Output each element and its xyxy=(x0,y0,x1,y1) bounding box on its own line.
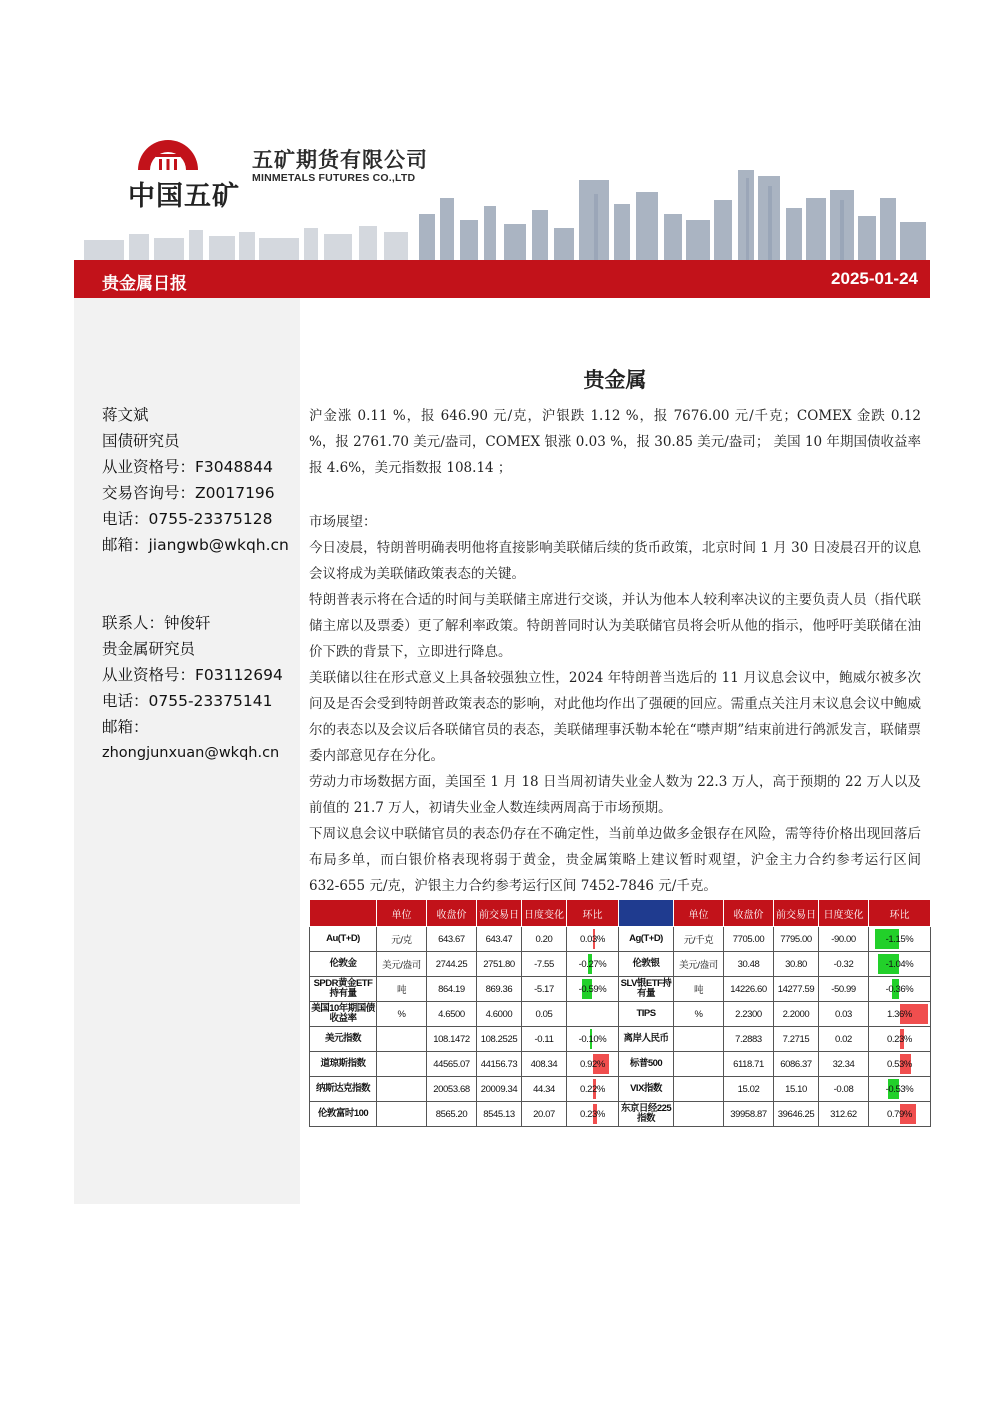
close-price: 20053.68 xyxy=(427,1077,477,1102)
item-name: 标普500 xyxy=(619,1052,674,1077)
unit xyxy=(377,1077,427,1102)
prev-price: 14277.59 xyxy=(774,977,819,1002)
item-name: 伦敦金 xyxy=(310,952,377,977)
close-price: 108.1472 xyxy=(427,1027,477,1052)
item-name: SLV银ETF持有量 xyxy=(619,977,674,1002)
close-price: 4.6500 xyxy=(427,1002,477,1027)
outlook-paragraph-2: 特朗普表示将在合适的时间与美联储主席进行交谈，并认为他本人较利率决议的主要负责人员（指代联储主席以及票委）更了解利率政策。特朗普同时认为美联储官员将会听从他的指示，他呼吁美联储在油价下跌的背景下，立即进行降息。 xyxy=(309,592,921,660)
item-name: 纳斯达克指数 xyxy=(310,1077,377,1102)
analyst-consult-id: 交易咨询号：Z0017196 xyxy=(102,484,275,502)
unit: 美元/盎司 xyxy=(674,952,724,977)
contact-name: 联系人：钟俊轩 xyxy=(102,614,211,632)
pct-change-cell xyxy=(869,977,931,1002)
table-row xyxy=(310,977,931,1002)
table-row xyxy=(310,1102,931,1127)
pct-change-cell xyxy=(869,1027,931,1052)
pct-change-cell xyxy=(567,1077,619,1102)
item-name: 伦敦富时100 xyxy=(310,1102,377,1127)
table-row xyxy=(310,1052,931,1077)
report-title-bar xyxy=(74,260,930,298)
header-unit: 单位 xyxy=(674,900,724,927)
unit: 美元/盎司 xyxy=(377,952,427,977)
analyst-phone: 电话：0755-23375128 xyxy=(102,510,273,528)
prev-price: 20009.34 xyxy=(477,1077,522,1102)
company-name-cn: 五矿期货有限公司 xyxy=(252,148,428,172)
pct-change-cell xyxy=(567,977,619,1002)
unit xyxy=(377,1027,427,1052)
item-name: VIX指数 xyxy=(619,1077,674,1102)
daily-change: 312.62 xyxy=(819,1102,869,1127)
prev-price: 2.2000 xyxy=(774,1002,819,1027)
daily-change: -0.32 xyxy=(819,952,869,977)
item-name: 伦敦银 xyxy=(619,952,674,977)
minmetals-emblem-icon xyxy=(132,126,204,172)
close-price: 643.67 xyxy=(427,927,477,952)
city-skyline-banner xyxy=(74,168,930,260)
daily-change: -0.11 xyxy=(522,1027,567,1052)
daily-change: -5.17 xyxy=(522,977,567,1002)
pct-change-text: 0.53% xyxy=(887,1058,912,1070)
outlook-heading: 市场展望： xyxy=(309,514,377,530)
daily-change: 0.03 xyxy=(819,1002,869,1027)
table-row xyxy=(310,1002,931,1027)
close-price: 44565.07 xyxy=(427,1052,477,1077)
pct-change-cell xyxy=(869,1052,931,1077)
analyst-role: 国债研究员 xyxy=(102,432,180,450)
unit: % xyxy=(674,1002,724,1027)
pct-change-text: -0.53% xyxy=(885,1083,914,1095)
close-price: 8565.20 xyxy=(427,1102,477,1127)
header-unit: 单位 xyxy=(377,900,427,927)
item-name: 离岸人民币 xyxy=(619,1027,674,1052)
header-pct: 环比 xyxy=(567,900,619,927)
prev-price: 643.47 xyxy=(477,927,522,952)
pct-change-text: -0.59% xyxy=(578,983,607,995)
contact-phone: 电话：0755-23375141 xyxy=(102,692,273,710)
header-change: 日度变化 xyxy=(819,900,869,927)
company-name-en: MINMETALS FUTURES CO.,LTD xyxy=(252,172,416,184)
header-blank-right xyxy=(619,900,674,927)
item-name: Ag(T+D) xyxy=(619,927,674,952)
unit xyxy=(377,1102,427,1127)
pct-change-cell xyxy=(869,1102,931,1127)
pct-change-text: 1.36% xyxy=(887,1008,912,1020)
daily-change: -90.00 xyxy=(819,927,869,952)
pct-change-cell xyxy=(567,1102,619,1127)
unit xyxy=(674,1027,724,1052)
daily-change: 0.20 xyxy=(522,927,567,952)
pct-change-text: -0.36% xyxy=(885,983,914,995)
contact-email-label: 邮箱： xyxy=(102,718,149,736)
table-row xyxy=(310,1077,931,1102)
table-row xyxy=(310,1027,931,1052)
prev-price: 7.2715 xyxy=(774,1027,819,1052)
pct-change-cell xyxy=(567,1027,619,1052)
outlook-paragraph-3: 美联储以往在形式意义上具备较强独立性，2024 年特朗普当选后的 11 月议息会议中，鲍威尔被多次问及是否会受到特朗普政策表态的影响，对此他均作出了强硬的回应。需重点关注月末议息会议中鲍威尔的表态以及会议后各联储官员的表态，美联储理事沃勒本轮在“噤声期”结束前进行鸽派发言，联储票委内部意见存在分化。 xyxy=(309,670,921,764)
unit xyxy=(674,1102,724,1127)
daily-change: 0.05 xyxy=(522,1002,567,1027)
pct-change-text: 0.92% xyxy=(580,1058,605,1070)
close-price: 39958.87 xyxy=(724,1102,774,1127)
prev-price: 44156.73 xyxy=(477,1052,522,1077)
pct-change-text: 0.79% xyxy=(887,1108,912,1120)
close-price: 14226.60 xyxy=(724,977,774,1002)
contact-email[interactable]: zhongjunxuan@wkqh.cn xyxy=(102,745,280,761)
strategy-paragraph: 下周议息会议中联储官员的表态仍存在不确定性，当前单边做多金银存在风险，需等待价格出现回落后布局多单，而白银价格表现将弱于黄金，贵金属策略上建议暂时观望，沪金主力合约参考运行区间 632-655 元/克，沪银主力合约参考运行区间 7452-7846 元/千克。 xyxy=(309,826,921,894)
table-header-row xyxy=(310,900,931,927)
analyst-email[interactable]: 邮箱：jiangwb@wkqh.cn xyxy=(102,536,289,554)
analyst-name: 蒋文斌 xyxy=(102,406,149,424)
pct-change-text: -0.27% xyxy=(578,958,607,970)
unit xyxy=(377,1052,427,1077)
prev-price: 39646.25 xyxy=(774,1102,819,1127)
pct-change-text: 0.03% xyxy=(580,933,605,945)
close-price: 30.48 xyxy=(724,952,774,977)
prev-price: 30.80 xyxy=(774,952,819,977)
pct-change-cell xyxy=(869,1002,931,1027)
pct-change-text: -1.04% xyxy=(885,958,914,970)
daily-change: 408.34 xyxy=(522,1052,567,1077)
item-name: Au(T+D) xyxy=(310,927,377,952)
market-data-table xyxy=(309,899,931,1127)
prev-price: 8545.13 xyxy=(477,1102,522,1127)
close-price: 7.2883 xyxy=(724,1027,774,1052)
item-name: TIPS xyxy=(619,1002,674,1027)
daily-change: 20.07 xyxy=(522,1102,567,1127)
pct-change-text: 0.22% xyxy=(580,1083,605,1095)
header-pct: 环比 xyxy=(869,900,931,927)
item-name: 道琼斯指数 xyxy=(310,1052,377,1077)
pct-change-cell xyxy=(567,1052,619,1077)
analyst-block-1 xyxy=(102,402,302,558)
daily-change: -7.55 xyxy=(522,952,567,977)
header-prev: 前交易日 xyxy=(774,900,819,927)
header-prev: 前交易日 xyxy=(477,900,522,927)
prev-price: 6086.37 xyxy=(774,1052,819,1077)
item-name: SPDR黄金ETF持有量 xyxy=(310,977,377,1002)
pct-change-text: -0.10% xyxy=(578,1033,607,1045)
close-price: 2.2300 xyxy=(724,1002,774,1027)
unit: 元/千克 xyxy=(674,927,724,952)
pct-change-text: -1.15% xyxy=(885,933,914,945)
pct-change-text: 0.23% xyxy=(887,1033,912,1045)
unit: 吨 xyxy=(674,977,724,1002)
outlook-paragraph-4: 劳动力市场数据方面，美国至 1 月 18 日当周初请失业金人数为 22.3 万人，高于预期的 22 万人以及前值的 21.7 万人，初请失业金人数连续两周高于市场预期。 xyxy=(309,774,921,816)
pct-change-cell xyxy=(567,952,619,977)
header-change: 日度变化 xyxy=(522,900,567,927)
header-close: 收盘价 xyxy=(427,900,477,927)
pct-change-cell xyxy=(567,1002,619,1027)
pct-change-cell xyxy=(869,1077,931,1102)
logo-text: 中国五矿 xyxy=(128,181,240,212)
table-row xyxy=(310,952,931,977)
unit: 元/克 xyxy=(377,927,427,952)
daily-change: 0.02 xyxy=(819,1027,869,1052)
analyst-block-2 xyxy=(102,610,302,766)
prev-price: 4.6000 xyxy=(477,1002,522,1027)
contact-role: 贵金属研究员 xyxy=(102,640,196,658)
daily-change: -50.99 xyxy=(819,977,869,1002)
contact-license: 从业资格号：F03112694 xyxy=(102,666,283,684)
analyst-sidebar xyxy=(74,298,300,1204)
close-price: 15.02 xyxy=(724,1077,774,1102)
prev-price: 15.10 xyxy=(774,1077,819,1102)
item-name: 美元指数 xyxy=(310,1027,377,1052)
prev-price: 2751.80 xyxy=(477,952,522,977)
close-price: 6118.71 xyxy=(724,1052,774,1077)
table-row xyxy=(310,927,931,952)
daily-change: 44.34 xyxy=(522,1077,567,1102)
outlook-paragraph-1: 今日凌晨，特朗普明确表明他将直接影响美联储后续的货币政策，北京时间 1 月 30 日凌晨召开的议息会议将成为美联储政策表态的关键。 xyxy=(309,540,921,582)
daily-change: 32.34 xyxy=(819,1052,869,1077)
unit: 吨 xyxy=(377,977,427,1002)
pct-change-cell xyxy=(869,927,931,952)
section-title: 贵金属 xyxy=(583,368,647,392)
close-price: 2744.25 xyxy=(427,952,477,977)
item-name: 美国10年期国债收益率 xyxy=(310,1002,377,1027)
unit xyxy=(674,1077,724,1102)
pct-change-text: 0.23% xyxy=(580,1108,605,1120)
prev-price: 108.2525 xyxy=(477,1027,522,1052)
prev-price: 7795.00 xyxy=(774,927,819,952)
prev-price: 869.36 xyxy=(477,977,522,1002)
pct-change-cell xyxy=(869,952,931,977)
header-close: 收盘价 xyxy=(724,900,774,927)
unit: % xyxy=(377,1002,427,1027)
header-blank-left xyxy=(310,900,377,927)
item-name: 东京日经225指数 xyxy=(619,1102,674,1127)
unit xyxy=(674,1052,724,1077)
close-price: 864.19 xyxy=(427,977,477,1002)
close-price: 7705.00 xyxy=(724,927,774,952)
market-summary-paragraph: 沪金涨 0.11 %，报 646.90 元/克，沪银跌 1.12 %，报 7676.00 元/千克；COMEX 金跌 0.12 %，报 2761.70 美元/盎司，COMEX 银涨 0.03 %，报 30.85 美元/盎司； 美国 10 年期国债收益率报 4.6%，美元指数报 108.14 ； xyxy=(309,408,921,476)
analyst-license: 从业资格号：F3048844 xyxy=(102,458,273,476)
daily-change: -0.08 xyxy=(819,1077,869,1102)
report-title: 贵金属日报 xyxy=(102,274,187,294)
report-date: 2025-01-24 xyxy=(831,269,918,288)
pct-change-cell xyxy=(567,927,619,952)
